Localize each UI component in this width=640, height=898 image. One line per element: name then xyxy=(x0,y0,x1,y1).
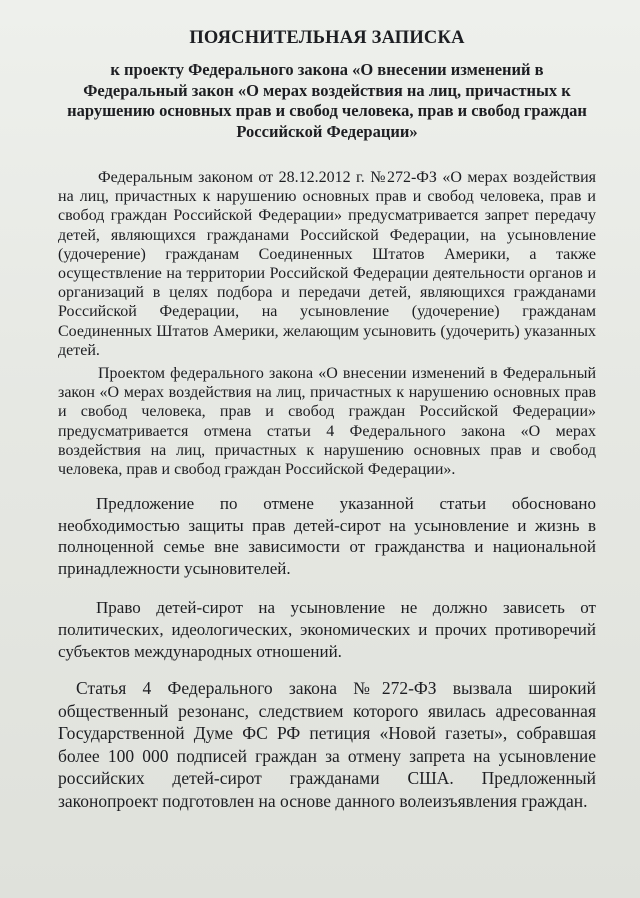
paragraph-4: Право детей-сирот на усыновление не должно зависеть от политических, идеологических, экономических и прочих противоречий субъектов международных отношений. xyxy=(58,598,596,662)
paragraph-5: Статья 4 Федерального закона №272-ФЗ вызвала широкий общественный резонанс, следствием которого явилась адресованная Государственной Думе ФС РФ петиция «Новой газеты», собравшая более 100 000 подписей граждан за отмену запрета на усыновление российских детей-сирот гражданами США. Предложенный законопроект подготовлен на основе данного волеизъявления граждан. xyxy=(58,678,596,811)
paragraph-2: Проектом федерального закона «О внесении изменений в Федеральный закон «О мерах воздействия на лиц, причастных к нарушению основных прав и свобод человека, прав и свобод граждан Российской Федерации» предусматривается отмена статьи 4 Федерального закона «О мерах воздействия на лиц, причастных к нарушению основных прав и свобод человека, прав и свобод граждан Российской Федерации». xyxy=(58,365,596,479)
document-title: ПОЯСНИТЕЛЬНАЯ ЗАПИСКА xyxy=(189,28,465,48)
document-subtitle: к проекту Федерального закона «О внесении изменений в Федеральный закон «О мерах воздействия на лиц, причастных к нарушению основных прав и свобод человека, прав и свобод граждан Российской Федерации» xyxy=(67,60,587,141)
paragraph-3: Предложение по отмене указанной статьи обосновано необходимостью защиты прав детей-сирот на усыновление и жизнь в полноценной семье вне зависимости от гражданства и национальной принадлежности усыновителей. xyxy=(58,494,596,578)
paragraph-1: Федеральным законом от 28.12.2012 г. №272-ФЗ «О мерах воздействия на лиц, причастных к нарушению основных прав и свобод человека, прав и свобод граждан Российской Федерации» предусматривается запрет передачу детей, являющихся гражданами Российской Федерации, на усыновление (удочерение) гражданам Соединенных Штатов Америки, а также осуществление на территории Российской Федерации деятельности органов и организаций в целях подбора и передачи детей, являющихся гражданами Российской Федерации, на усыновление (удочерение) гражданам Соединенных Штатов Америки, желающим усыновить (удочерить) указанных детей. xyxy=(58,169,596,359)
